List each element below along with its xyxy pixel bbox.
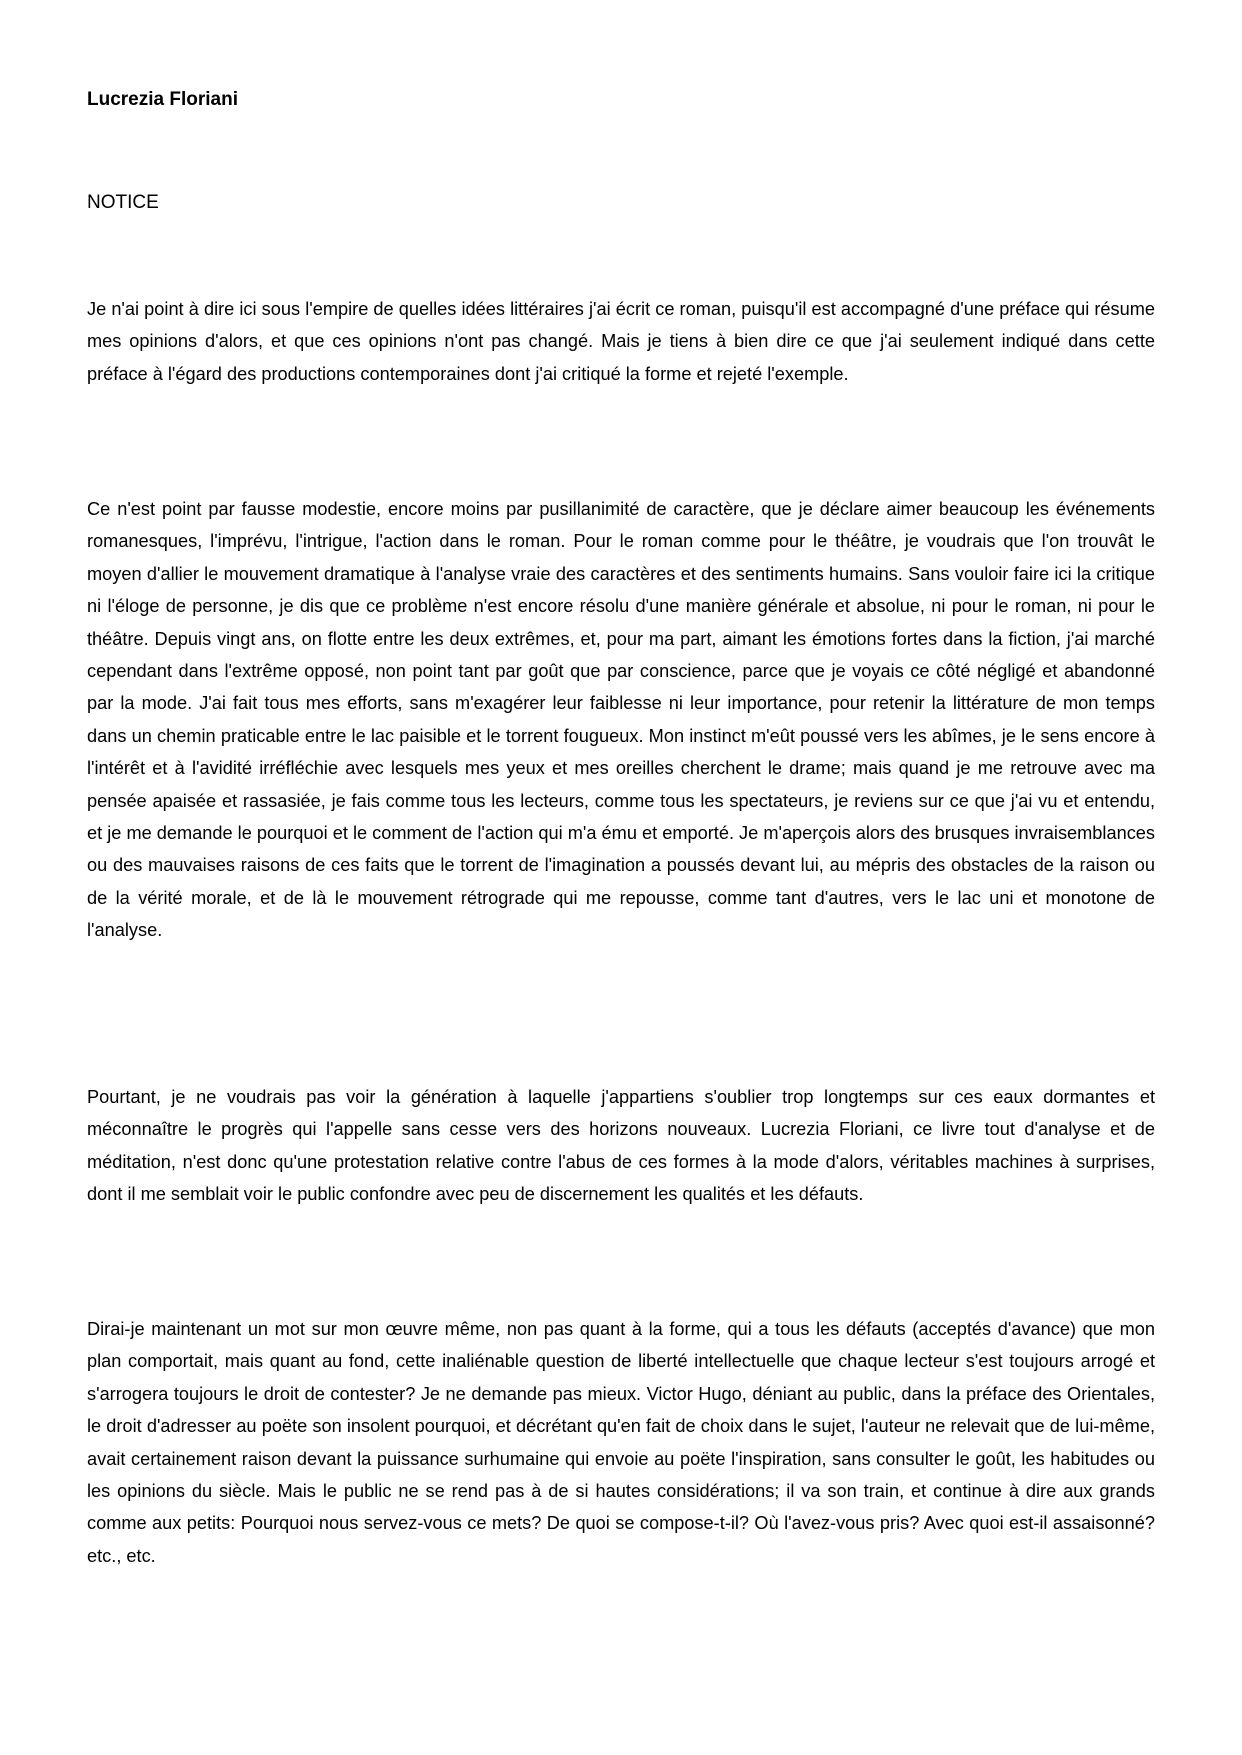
- paragraph: Pourtant, je ne voudrais pas voir la génération à laquelle j'appartiens s'oublier trop longtemps sur ces eaux dormantes et méconnaître le progrès qui l'appelle sans cesse vers des horizons nouveaux. Lucrezia Floriani, ce livre tout d'analyse et de méditation, n'est donc qu'une protestation relative contre l'abus de ces formes à la mode d'alors, véritables machines à surprises, dont il me semblait voir le public confondre avec peu de discernement les qualités et les défauts.: [87, 1087, 1155, 1205]
- document-title: Lucrezia Floriani: [87, 89, 238, 110]
- paragraph: Je n'ai point à dire ici sous l'empire de quelles idées littéraires j'ai écrit ce roman, puisqu'il est accompagné d'une préface qui résume mes opinions d'alors, et que ces opinions n'ont pas changé. Mais je tiens à bien dire ce que j'ai seulement indiqué dans cette préface à l'égard des productions contemporaines dont j'ai critiqué la forme et rejeté l'exemple.: [87, 299, 1155, 384]
- paragraph: Dirai-je maintenant un mot sur mon œuvre même, non pas quant à la forme, qui a tous les défauts (acceptés d'avance) que mon plan comportait, mais quant au fond, cette inaliénable question de liberté intellectuelle que chaque lecteur s'est toujours arrogé et s'arrogera toujours le droit de contester? Je ne demande pas mieux. Victor Hugo, déniant au public, dans la préface des Orientales, le droit d'adresser au poëte son insolent pourquoi, et décrétant qu'en fait de choix dans le sujet, l'auteur ne relevait que de lui-même, avait certainement raison devant la puissance surhumaine qui envoie au poëte l'inspiration, sans consulter le goût, les habitudes ou les opinions du siècle. Mais le public ne se rend pas à de si hautes considérations; il va son train, et continue à dire aux grands comme aux petits: Pourquoi nous servez-vous ce mets? De quoi se compose-t-il? Où l'avez-vous pris? Avec quoi est-il assaisonné? etc., etc.: [87, 1319, 1155, 1566]
- paragraph: Ce n'est point par fausse modestie, encore moins par pusillanimité de caractère, que je déclare aimer beaucoup les événements romanesques, l'imprévu, l'intrigue, l'action dans le roman. Pour le roman comme pour le théâtre, je voudrais que l'on trouvât le moyen d'allier le mouvement dramatique à l'analyse vraie des caractères et des sentiments humains. Sans vouloir faire ici la critique ni l'éloge de personne, je dis que ce problème n'est encore résolu d'une manière générale et absolue, ni pour le roman, ni pour le théâtre. Depuis vingt ans, on flotte entre les deux extrêmes, et, pour ma part, aimant les émotions fortes dans la fiction, j'ai marché cependant dans l'extrême opposé, non point tant par goût que par conscience, parce que je voyais ce côté négligé et abandonné par la mode. J'ai fait tous mes efforts, sans m'exagérer leur faiblesse ni leur importance, pour retenir la littérature de mon temps dans un chemin praticable entre le lac paisible et le torrent fougueux. Mon instinct m'eût poussé vers les abîmes, je le sens encore à l'intérêt et à l'avidité irréfléchie avec lesquels mes yeux et mes oreilles cherchent le drame; mais quand je me retrouve avec ma pensée apaisée et rassasiée, je fais comme tous les lecteurs, comme tous les spectateurs, je reviens sur ce que j'ai vu et entendu, et je me demande le pourquoi et le comment de l'action qui m'a ému et emporté. Je m'aperçois alors des brusques invraisemblances ou des mauvaises raisons de ces faits que le torrent de l'imagination a poussés devant lui, au mépris des obstacles de la raison ou de la vérité morale, et de là le mouvement rétrograde qui me repousse, comme tant d'autres, vers le lac uni et monotone de l'analyse.: [87, 499, 1155, 941]
- section-heading: NOTICE: [87, 192, 159, 213]
